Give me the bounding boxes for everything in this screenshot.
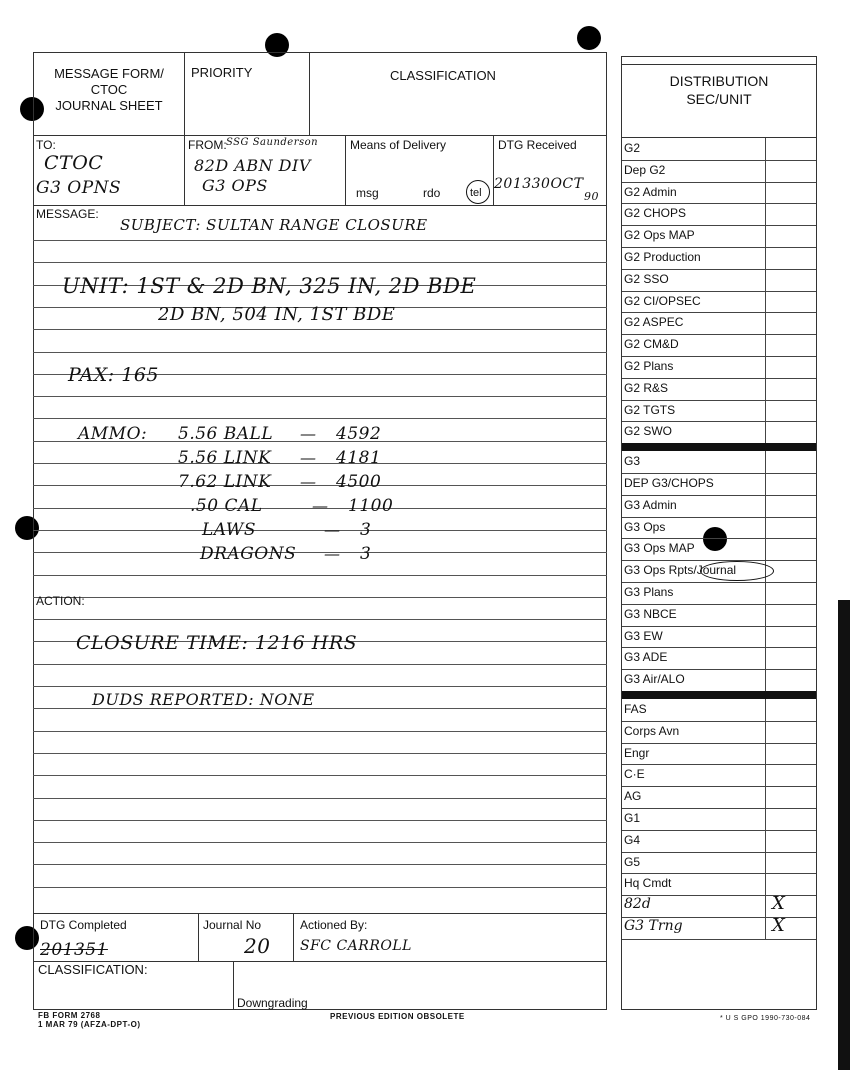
distribution-name: 82d <box>624 896 651 913</box>
distribution-check-cell <box>765 378 766 400</box>
duds-reported: DUDS REPORTED: NONE <box>92 690 315 709</box>
distribution-row <box>622 225 816 248</box>
distribution-row <box>622 604 816 627</box>
ruled-line <box>33 686 607 687</box>
distribution-name: G2 CM&D <box>624 337 679 352</box>
ammo-qty: 4181 <box>336 448 382 468</box>
ruled-line <box>33 619 607 620</box>
classification-footer-label: CLASSIFICATION: <box>38 962 148 977</box>
to-line2: G3 OPNS <box>36 178 122 198</box>
distribution-name: G2 Ops MAP <box>624 228 695 243</box>
distribution-name: G1 <box>624 811 641 825</box>
ammo-item: 7.62 LINK <box>178 472 272 492</box>
distribution-row <box>622 873 816 896</box>
ruled-line <box>33 396 607 397</box>
distribution-name: G2 Production <box>624 250 701 264</box>
distribution-row <box>622 786 816 809</box>
distribution-check-cell <box>765 421 766 443</box>
distribution-name: G5 <box>624 854 641 869</box>
distribution-check-cell <box>765 743 766 765</box>
ruled-line <box>33 485 607 486</box>
distribution-check-cell <box>765 203 766 225</box>
distribution-check-cell <box>765 538 766 560</box>
ammo-label: AMMO: <box>78 424 148 444</box>
distribution-row <box>622 895 816 918</box>
journal-no-value: 20 <box>244 934 271 958</box>
distribution-name: G2 CI/OPSEC <box>624 293 701 308</box>
means-label: Means of Delivery <box>350 138 447 152</box>
distribution-check-cell <box>765 451 766 473</box>
distribution-check-cell <box>765 473 766 495</box>
distribution-check-cell <box>765 160 766 182</box>
distribution-name: G3 Ops <box>624 519 666 534</box>
distribution-row <box>622 852 816 875</box>
distribution-name: G2 TGTS <box>624 402 676 417</box>
action-label: ACTION: <box>36 594 85 608</box>
distribution-check-cell <box>765 830 766 852</box>
distribution-row <box>622 247 816 270</box>
punch-hole <box>577 26 601 50</box>
pax-line: PAX: 165 <box>68 364 159 386</box>
ammo-qty: 4592 <box>336 424 382 444</box>
distribution-name: DEP G3/CHOPS <box>624 476 714 490</box>
from-label: FROM: <box>188 138 227 152</box>
ruled-line <box>33 552 607 553</box>
distribution-row <box>622 538 816 561</box>
distribution-check-cell <box>765 721 766 743</box>
punch-hole <box>15 516 39 540</box>
ruled-line <box>33 597 607 598</box>
journal-no-label: Journal No <box>203 918 262 932</box>
distribution-check-cell <box>765 182 766 204</box>
distribution-name: G3 ADE <box>624 650 668 665</box>
distribution-check-cell <box>765 269 766 291</box>
from-line1: 82D ABN DIV <box>194 156 311 175</box>
distribution-check-cell <box>765 604 766 626</box>
ruled-line <box>33 731 607 732</box>
distribution-name: G3 Air/ALO <box>624 672 685 687</box>
ruled-line <box>33 820 607 821</box>
distribution-row <box>622 334 816 357</box>
distribution-row <box>622 451 816 474</box>
closure-time: CLOSURE TIME: 1216 HRS <box>76 632 358 654</box>
dtg-received-year: 90 <box>584 190 599 203</box>
gpo-note: * U S GPO 1990-730-084 <box>720 1015 811 1022</box>
downgrading-label: Downgrading <box>237 996 308 1010</box>
message-subject: SUBJECT: SULTAN RANGE CLOSURE <box>120 216 428 234</box>
distribution-check-cell <box>765 334 766 356</box>
distribution-check-cell <box>765 312 766 334</box>
distribution-name: G3 Ops Rpts/Journal <box>624 563 737 578</box>
distribution-name: G4 <box>624 832 641 847</box>
ruled-line <box>33 329 607 330</box>
distribution-check-mark: X <box>772 915 785 936</box>
distribution-check-cell <box>765 356 766 378</box>
ammo-item: 5.56 LINK <box>178 448 272 468</box>
distribution-name: G3 Trng <box>624 918 683 934</box>
from-line2: G3 OPS <box>202 176 268 195</box>
ruled-line <box>33 575 607 576</box>
distribution-label: DISTRIBUTION SEC/UNIT <box>669 73 769 107</box>
ammo-dash: — <box>300 448 317 467</box>
distribution-row <box>622 582 816 605</box>
form-title: MESSAGE FORM/ CTOC JOURNAL SHEET <box>54 66 164 113</box>
means-rdo: rdo <box>423 186 441 200</box>
ammo-dash: — <box>324 544 341 563</box>
distribution-row <box>622 421 816 444</box>
distribution-name: G3 Admin <box>624 497 677 512</box>
means-msg: msg <box>356 186 379 200</box>
distribution-row <box>622 495 816 518</box>
ammo-dash: — <box>312 496 329 515</box>
punch-hole <box>15 926 39 950</box>
distribution-name: G2 Plans <box>624 359 674 373</box>
ruled-line <box>33 530 607 531</box>
distribution-name: Hq Cmdt <box>624 876 672 891</box>
ruled-line <box>33 262 607 263</box>
ruled-line <box>33 664 607 665</box>
previous-edition-obsolete: PREVIOUS EDITION OBSOLETE <box>330 1012 465 1021</box>
distribution-check-cell <box>765 786 766 808</box>
distribution-row <box>622 378 816 401</box>
distribution-row <box>622 291 816 314</box>
actioned-by-value: SFC CARROLL <box>300 938 412 954</box>
ruled-line <box>33 753 607 754</box>
distribution-name: G2 Admin <box>624 184 677 199</box>
ruled-line <box>33 463 607 464</box>
distribution-check-cell <box>765 400 766 422</box>
distribution-row <box>622 830 816 853</box>
distribution-row <box>622 203 816 226</box>
actioned-by-label: Actioned By: <box>300 918 368 932</box>
ruled-line <box>33 842 607 843</box>
distribution-check-cell <box>765 582 766 604</box>
distribution-check-cell <box>765 626 766 648</box>
ammo-item: 5.56 BALL <box>178 424 274 444</box>
distribution-row <box>622 138 816 161</box>
distribution-row <box>622 743 816 766</box>
distribution-name: G3 Plans <box>624 585 674 599</box>
distribution-name: G3 <box>624 454 641 469</box>
message-label: MESSAGE: <box>36 207 99 221</box>
distribution-check-cell <box>765 517 766 539</box>
distribution-name: G2 R&S <box>624 380 669 395</box>
ruled-line <box>33 352 607 353</box>
distribution-check-cell <box>765 225 766 247</box>
distribution-row <box>622 626 816 649</box>
ammo-item: .50 CAL <box>190 496 263 516</box>
to-line1: CTOC <box>44 152 104 174</box>
distribution-row <box>622 182 816 205</box>
from-name: SSG Saunderson <box>226 137 319 148</box>
ammo-item: LAWS <box>202 520 256 540</box>
ammo-qty: 1100 <box>348 496 394 516</box>
distribution-name: FAS <box>624 702 647 716</box>
distribution-check-cell <box>765 495 766 517</box>
to-label: TO: <box>36 138 56 152</box>
ruled-line <box>33 864 607 865</box>
distribution-name: G2 CHOPS <box>624 206 687 221</box>
distribution-row <box>622 647 816 670</box>
dtg-received-label: DTG Received <box>498 138 577 152</box>
distribution-check-cell <box>765 895 766 917</box>
distribution-check-cell <box>765 852 766 874</box>
unit-line1: UNIT: 1ST & 2D BN, 325 IN, 2D BDE <box>62 274 477 298</box>
dtg-completed-value: 201351 <box>40 940 108 960</box>
distribution-row <box>622 764 816 787</box>
classification-label: CLASSIFICATION <box>390 68 496 83</box>
distribution-row <box>622 312 816 335</box>
distribution-check-cell <box>765 247 766 269</box>
section-divider <box>622 443 816 451</box>
distribution-check-cell <box>765 647 766 669</box>
distribution-check-cell <box>765 699 766 721</box>
ruled-line <box>33 418 607 419</box>
distribution-row <box>622 808 816 831</box>
distribution-name: AG <box>624 789 642 804</box>
distribution-name: G2 <box>624 141 641 155</box>
distribution-row <box>622 721 816 744</box>
distribution-name: Engr <box>624 745 650 760</box>
distribution-name: G3 Ops MAP <box>624 541 695 556</box>
dtg-received-value: 201330OCT <box>494 176 584 192</box>
distribution-row <box>622 669 816 692</box>
distribution-name: Corps Avn <box>624 723 680 738</box>
ammo-qty: 3 <box>360 520 372 540</box>
ruled-line <box>33 798 607 799</box>
distribution-name: G2 ASPEC <box>624 315 684 330</box>
ruled-line <box>33 887 607 888</box>
section-divider <box>622 691 816 699</box>
ammo-dash: — <box>300 472 317 491</box>
form-id: FB FORM 2768 1 MAR 79 (AFZA-DPT-O) <box>38 1011 141 1029</box>
distribution-check-cell <box>765 808 766 830</box>
distribution-check-cell <box>765 138 766 160</box>
ruled-line <box>33 775 607 776</box>
distribution-check-cell <box>765 917 766 939</box>
ruled-line <box>33 240 607 241</box>
scan-edge <box>838 600 850 1070</box>
distribution-row <box>622 473 816 496</box>
distribution-row <box>622 517 816 540</box>
ammo-item: DRAGONS <box>200 544 297 564</box>
ammo-dash: — <box>324 520 341 539</box>
dtg-completed-label: DTG Completed <box>40 918 127 932</box>
ammo-dash: — <box>300 424 317 443</box>
distribution-check-cell <box>765 873 766 895</box>
distribution-name: Dep G2 <box>624 162 666 177</box>
distribution-name: G2 SWO <box>624 424 673 439</box>
distribution-check-cell <box>765 291 766 313</box>
distribution-row <box>622 356 816 379</box>
distribution-name: C·E <box>624 767 645 782</box>
distribution-row <box>622 917 816 940</box>
distribution-row <box>622 269 816 292</box>
unit-line2: 2D BN, 504 IN, 1ST BDE <box>158 304 396 325</box>
ammo-qty: 3 <box>360 544 372 564</box>
distribution-row <box>622 400 816 423</box>
distribution-name: G3 EW <box>624 628 663 643</box>
ammo-qty: 4500 <box>336 472 382 492</box>
punch-hole <box>265 33 289 57</box>
distribution-row <box>622 699 816 722</box>
distribution-check-cell <box>765 764 766 786</box>
priority-label: PRIORITY <box>191 65 253 80</box>
distribution-name: G2 SSO <box>624 271 669 286</box>
distribution-name: G3 NBCE <box>624 606 677 621</box>
distribution-check-mark: X <box>772 893 785 915</box>
distribution-row <box>622 160 816 183</box>
means-tel: tel <box>470 187 482 199</box>
distribution-check-cell <box>765 669 766 691</box>
